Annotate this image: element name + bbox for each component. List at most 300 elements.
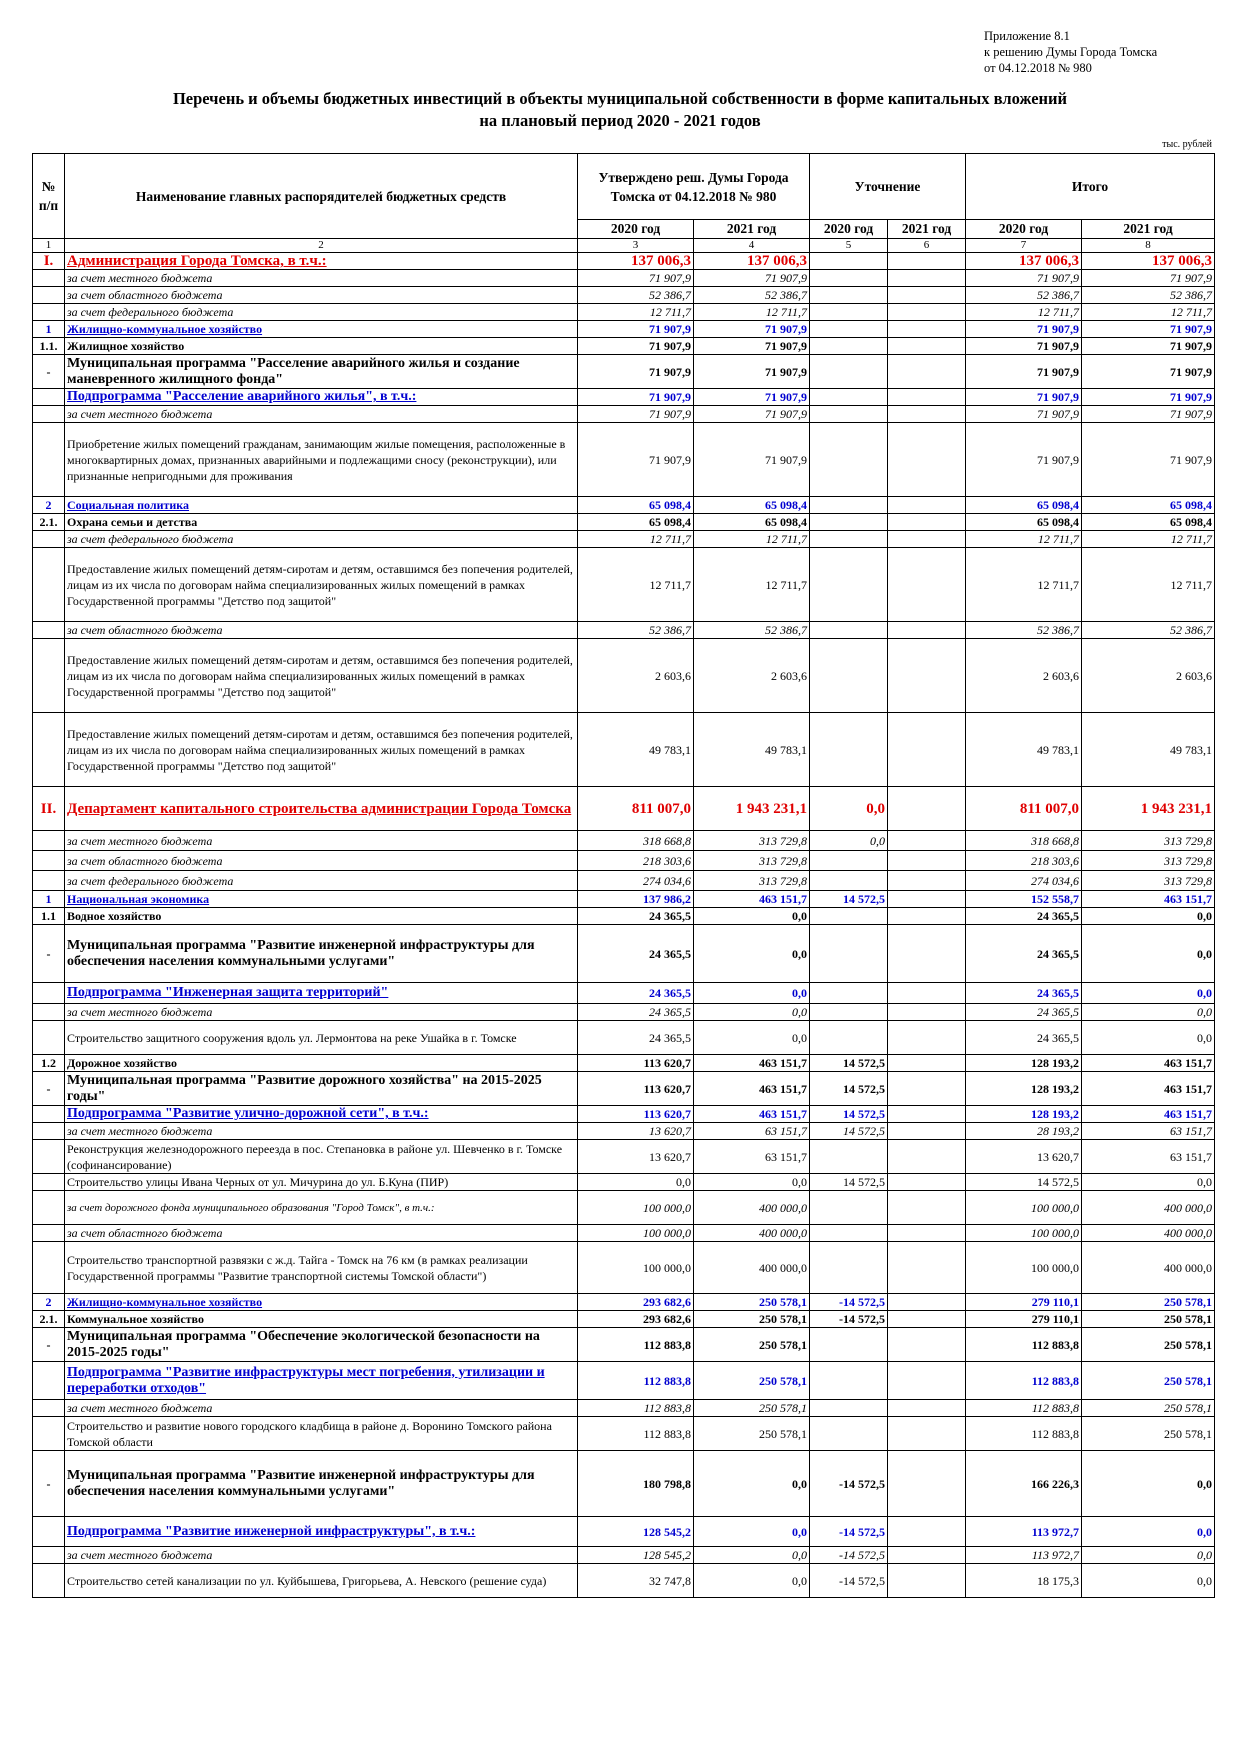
row-name-cell: Охрана семьи и детства bbox=[65, 514, 578, 531]
total-2021-cell: 400 000,0 bbox=[1082, 1242, 1215, 1294]
table-row bbox=[33, 1328, 1215, 1362]
total-2021-cell: 0,0 bbox=[1082, 908, 1215, 925]
total-2020-cell: 166 226,3 bbox=[966, 1451, 1082, 1517]
table-row bbox=[33, 287, 1215, 304]
row-number-cell bbox=[33, 1225, 65, 1242]
clarification-2021-cell bbox=[888, 891, 966, 908]
row-number-cell bbox=[33, 406, 65, 423]
total-2020-cell: 71 907,9 bbox=[966, 321, 1082, 338]
clarification-2020-cell bbox=[810, 1362, 888, 1400]
row-name-cell: Департамент капитального строительства администрации Города Томска bbox=[65, 787, 578, 831]
column-number: 7 bbox=[966, 239, 1082, 253]
header-year-2021-approved: 2021 год bbox=[694, 220, 810, 239]
clarification-2020-cell bbox=[810, 497, 888, 514]
approved-2021-cell: 463 151,7 bbox=[694, 1072, 810, 1106]
approved-2021-cell: 0,0 bbox=[694, 1021, 810, 1055]
approved-2020-cell: 100 000,0 bbox=[578, 1191, 694, 1225]
approved-2021-cell: 49 783,1 bbox=[694, 713, 810, 787]
row-number-cell: - bbox=[33, 1072, 65, 1106]
approved-2020-cell: 112 883,8 bbox=[578, 1328, 694, 1362]
total-2020-cell: 12 711,7 bbox=[966, 304, 1082, 321]
clarification-2021-cell bbox=[888, 1451, 966, 1517]
total-2020-cell: 318 668,8 bbox=[966, 831, 1082, 851]
clarification-2021-cell bbox=[888, 925, 966, 983]
clarification-2021-cell bbox=[888, 1106, 966, 1123]
clarification-2021-cell bbox=[888, 1417, 966, 1451]
total-2020-cell: 112 883,8 bbox=[966, 1362, 1082, 1400]
table-row bbox=[33, 983, 1215, 1004]
row-name-cell: Жилищно-коммунальное хозяйство bbox=[65, 321, 578, 338]
row-name-cell: за счет дорожного фонда муниципального образования "Город Томск", в т.ч.: bbox=[65, 1191, 578, 1225]
row-number-cell bbox=[33, 622, 65, 639]
clarification-2020-cell bbox=[810, 713, 888, 787]
approved-2021-cell: 71 907,9 bbox=[694, 423, 810, 497]
approved-2020-cell: 13 620,7 bbox=[578, 1123, 694, 1140]
approved-2021-cell: 65 098,4 bbox=[694, 514, 810, 531]
total-2020-cell: 71 907,9 bbox=[966, 423, 1082, 497]
clarification-2021-cell bbox=[888, 831, 966, 851]
table-row bbox=[33, 925, 1215, 983]
approved-2020-cell: 137 986,2 bbox=[578, 891, 694, 908]
row-number-cell: II. bbox=[33, 787, 65, 831]
total-2021-cell: 0,0 bbox=[1082, 1021, 1215, 1055]
row-number-cell bbox=[33, 389, 65, 406]
clarification-2020-cell bbox=[810, 983, 888, 1004]
column-number: 8 bbox=[1082, 239, 1215, 253]
clarification-2021-cell bbox=[888, 338, 966, 355]
row-number-cell bbox=[33, 287, 65, 304]
clarification-2020-cell bbox=[810, 389, 888, 406]
row-name-cell: за счет местного бюджета bbox=[65, 1123, 578, 1140]
approved-2021-cell: 52 386,7 bbox=[694, 287, 810, 304]
approved-2020-cell: 100 000,0 bbox=[578, 1225, 694, 1242]
table-row bbox=[33, 622, 1215, 639]
row-name-cell: за счет местного бюджета bbox=[65, 1400, 578, 1417]
row-name-cell: Предоставление жилых помещений детям-сиротам и детям, оставшимся без попечения родителей, лицам из их числа по договорам найма специализированных жилых помещений в рамках Государственной программы "Детство под защитой" bbox=[65, 548, 578, 622]
row-name-cell: Строительство сетей канализации по ул. Куйбышева, Григорьева, А. Невского (решение суда) bbox=[65, 1564, 578, 1598]
table-row bbox=[33, 1451, 1215, 1517]
approved-2021-cell: 0,0 bbox=[694, 1564, 810, 1598]
row-number-cell bbox=[33, 304, 65, 321]
clarification-2021-cell bbox=[888, 1547, 966, 1564]
row-number-cell bbox=[33, 983, 65, 1004]
clarification-2021-cell bbox=[888, 1242, 966, 1294]
clarification-2020-cell: 0,0 bbox=[810, 787, 888, 831]
clarification-2020-cell bbox=[810, 871, 888, 891]
total-2020-cell: 18 175,3 bbox=[966, 1564, 1082, 1598]
approved-2021-cell: 463 151,7 bbox=[694, 891, 810, 908]
appendix-line-2: к решению Думы Города Томска bbox=[984, 45, 1158, 59]
total-2021-cell: 313 729,8 bbox=[1082, 871, 1215, 891]
total-2021-cell: 49 783,1 bbox=[1082, 713, 1215, 787]
approved-2020-cell: 128 545,2 bbox=[578, 1547, 694, 1564]
clarification-2020-cell bbox=[810, 531, 888, 548]
clarification-2020-cell bbox=[810, 908, 888, 925]
row-number-cell bbox=[33, 1106, 65, 1123]
row-number-cell bbox=[33, 1417, 65, 1451]
row-number-cell bbox=[33, 1021, 65, 1055]
total-2021-cell: 52 386,7 bbox=[1082, 287, 1215, 304]
total-2021-cell: 65 098,4 bbox=[1082, 514, 1215, 531]
total-2021-cell: 250 578,1 bbox=[1082, 1294, 1215, 1311]
approved-2021-cell: 313 729,8 bbox=[694, 831, 810, 851]
table-row bbox=[33, 497, 1215, 514]
row-name-cell: Предоставление жилых помещений детям-сиротам и детям, оставшимся без попечения родителей, лицам из их числа по договорам найма специализированных жилых помещений в рамках Государственной программы "Детство под защитой" bbox=[65, 713, 578, 787]
clarification-2021-cell bbox=[888, 1311, 966, 1328]
approved-2020-cell: 71 907,9 bbox=[578, 355, 694, 389]
row-name-cell: Строительство защитного сооружения вдоль ул. Лермонтова на реке Ушайка в г. Томске bbox=[65, 1021, 578, 1055]
clarification-2020-cell bbox=[810, 514, 888, 531]
total-2021-cell: 12 711,7 bbox=[1082, 531, 1215, 548]
row-name-cell: за счет местного бюджета bbox=[65, 406, 578, 423]
row-number-cell: 2.1. bbox=[33, 1311, 65, 1328]
table-row bbox=[33, 1311, 1215, 1328]
approved-2021-cell: 250 578,1 bbox=[694, 1328, 810, 1362]
total-2021-cell: 63 151,7 bbox=[1082, 1140, 1215, 1174]
approved-2020-cell: 12 711,7 bbox=[578, 304, 694, 321]
table-row bbox=[33, 1242, 1215, 1294]
table-row bbox=[33, 1191, 1215, 1225]
approved-2021-cell: 0,0 bbox=[694, 1004, 810, 1021]
table-row bbox=[33, 1174, 1215, 1191]
clarification-2021-cell bbox=[888, 355, 966, 389]
clarification-2021-cell bbox=[888, 787, 966, 831]
row-name-cell: за счет федерального бюджета bbox=[65, 531, 578, 548]
total-2021-cell: 63 151,7 bbox=[1082, 1123, 1215, 1140]
header-year-2021-total: 2021 год bbox=[1082, 220, 1215, 239]
table-row bbox=[33, 355, 1215, 389]
clarification-2020-cell: 0,0 bbox=[810, 831, 888, 851]
header-clarification: Уточнение bbox=[810, 154, 966, 220]
clarification-2021-cell bbox=[888, 270, 966, 287]
total-2021-cell: 250 578,1 bbox=[1082, 1362, 1215, 1400]
total-2021-cell: 250 578,1 bbox=[1082, 1311, 1215, 1328]
approved-2021-cell: 52 386,7 bbox=[694, 622, 810, 639]
approved-2020-cell: 293 682,6 bbox=[578, 1311, 694, 1328]
approved-2020-cell: 24 365,5 bbox=[578, 1021, 694, 1055]
clarification-2021-cell bbox=[888, 1072, 966, 1106]
approved-2020-cell: 112 883,8 bbox=[578, 1417, 694, 1451]
approved-2020-cell: 100 000,0 bbox=[578, 1242, 694, 1294]
total-2020-cell: 112 883,8 bbox=[966, 1400, 1082, 1417]
approved-2020-cell: 218 303,6 bbox=[578, 851, 694, 871]
clarification-2021-cell bbox=[888, 389, 966, 406]
clarification-2021-cell bbox=[888, 639, 966, 713]
row-name-cell: Коммунальное хозяйство bbox=[65, 1311, 578, 1328]
approved-2021-cell: 12 711,7 bbox=[694, 531, 810, 548]
total-2021-cell: 0,0 bbox=[1082, 1517, 1215, 1547]
column-numbers-row bbox=[33, 239, 1215, 253]
total-2020-cell: 24 365,5 bbox=[966, 1004, 1082, 1021]
row-number-cell: 1.1 bbox=[33, 908, 65, 925]
approved-2021-cell: 0,0 bbox=[694, 925, 810, 983]
clarification-2020-cell: 14 572,5 bbox=[810, 1072, 888, 1106]
row-number-cell bbox=[33, 270, 65, 287]
clarification-2020-cell bbox=[810, 270, 888, 287]
row-number-cell: 1.1. bbox=[33, 338, 65, 355]
row-name-cell: Подпрограмма "Расселение аварийного жилья", в т.ч.: bbox=[65, 389, 578, 406]
total-2021-cell: 0,0 bbox=[1082, 925, 1215, 983]
clarification-2020-cell bbox=[810, 548, 888, 622]
total-2021-cell: 71 907,9 bbox=[1082, 406, 1215, 423]
clarification-2021-cell bbox=[888, 548, 966, 622]
total-2020-cell: 49 783,1 bbox=[966, 713, 1082, 787]
row-name-cell: за счет областного бюджета bbox=[65, 287, 578, 304]
approved-2021-cell: 250 578,1 bbox=[694, 1294, 810, 1311]
total-2021-cell: 71 907,9 bbox=[1082, 321, 1215, 338]
table-row bbox=[33, 548, 1215, 622]
table-row bbox=[33, 1055, 1215, 1072]
row-name-cell: Предоставление жилых помещений детям-сиротам и детям, оставшимся без попечения родителей, лицам из их числа по договорам найма специализированных жилых помещений в рамках Государственной программы "Детство под защитой" bbox=[65, 639, 578, 713]
total-2021-cell: 0,0 bbox=[1082, 983, 1215, 1004]
row-number-cell bbox=[33, 1123, 65, 1140]
row-number-cell: 2 bbox=[33, 497, 65, 514]
row-number-cell bbox=[33, 531, 65, 548]
approved-2020-cell: 71 907,9 bbox=[578, 338, 694, 355]
total-2020-cell: 52 386,7 bbox=[966, 287, 1082, 304]
total-2020-cell: 24 365,5 bbox=[966, 983, 1082, 1004]
row-name-cell: Приобретение жилых помещений гражданам, занимающим жилые помещения, расположенные в многоквартирных домах, признанных аварийными и подлежащими сносу (реконструкции), или признанные непригодными для проживания bbox=[65, 423, 578, 497]
table-row bbox=[33, 514, 1215, 531]
approved-2020-cell: 24 365,5 bbox=[578, 983, 694, 1004]
total-2021-cell: 463 151,7 bbox=[1082, 1055, 1215, 1072]
row-name-cell: Дорожное хозяйство bbox=[65, 1055, 578, 1072]
header-year-2020-approved: 2020 год bbox=[578, 220, 694, 239]
table-row bbox=[33, 1140, 1215, 1174]
approved-2020-cell: 71 907,9 bbox=[578, 270, 694, 287]
clarification-2020-cell bbox=[810, 338, 888, 355]
total-2021-cell: 0,0 bbox=[1082, 1564, 1215, 1598]
approved-2020-cell: 71 907,9 bbox=[578, 423, 694, 497]
row-number-cell: - bbox=[33, 925, 65, 983]
approved-2020-cell: 71 907,9 bbox=[578, 321, 694, 338]
clarification-2021-cell bbox=[888, 1362, 966, 1400]
total-2020-cell: 137 006,3 bbox=[966, 253, 1082, 270]
total-2021-cell: 0,0 bbox=[1082, 1547, 1215, 1564]
table-row bbox=[33, 270, 1215, 287]
clarification-2021-cell bbox=[888, 871, 966, 891]
row-number-cell bbox=[33, 1174, 65, 1191]
total-2021-cell: 250 578,1 bbox=[1082, 1328, 1215, 1362]
table-row bbox=[33, 253, 1215, 270]
table-row bbox=[33, 1106, 1215, 1123]
row-name-cell: Подпрограмма "Инженерная защита территорий" bbox=[65, 983, 578, 1004]
total-2020-cell: 12 711,7 bbox=[966, 531, 1082, 548]
table-row bbox=[33, 1517, 1215, 1547]
clarification-2020-cell bbox=[810, 406, 888, 423]
approved-2021-cell: 250 578,1 bbox=[694, 1400, 810, 1417]
clarification-2020-cell: 14 572,5 bbox=[810, 1106, 888, 1123]
total-2020-cell: 65 098,4 bbox=[966, 497, 1082, 514]
clarification-2021-cell bbox=[888, 713, 966, 787]
approved-2020-cell: 24 365,5 bbox=[578, 1004, 694, 1021]
clarification-2020-cell bbox=[810, 304, 888, 321]
total-2020-cell: 71 907,9 bbox=[966, 406, 1082, 423]
clarification-2021-cell bbox=[888, 406, 966, 423]
approved-2020-cell: 52 386,7 bbox=[578, 287, 694, 304]
total-2020-cell: 24 365,5 bbox=[966, 908, 1082, 925]
row-name-cell: за счет местного бюджета bbox=[65, 1547, 578, 1564]
column-number: 3 bbox=[578, 239, 694, 253]
clarification-2020-cell bbox=[810, 851, 888, 871]
total-2020-cell: 112 883,8 bbox=[966, 1328, 1082, 1362]
approved-2020-cell: 128 545,2 bbox=[578, 1517, 694, 1547]
units-label: тыс. рублей bbox=[1162, 139, 1212, 150]
approved-2021-cell: 250 578,1 bbox=[694, 1311, 810, 1328]
approved-2020-cell: 71 907,9 bbox=[578, 406, 694, 423]
table-row bbox=[33, 871, 1215, 891]
table-row bbox=[33, 787, 1215, 831]
clarification-2021-cell bbox=[888, 321, 966, 338]
approved-2020-cell: 113 620,7 bbox=[578, 1072, 694, 1106]
approved-2020-cell: 113 620,7 bbox=[578, 1106, 694, 1123]
table-row bbox=[33, 531, 1215, 548]
total-2021-cell: 12 711,7 bbox=[1082, 548, 1215, 622]
approved-2020-cell: 65 098,4 bbox=[578, 497, 694, 514]
clarification-2021-cell bbox=[888, 1174, 966, 1191]
row-number-cell bbox=[33, 851, 65, 871]
approved-2020-cell: 811 007,0 bbox=[578, 787, 694, 831]
clarification-2021-cell bbox=[888, 1294, 966, 1311]
header-num: № п/п bbox=[33, 154, 65, 239]
clarification-2020-cell: -14 572,5 bbox=[810, 1564, 888, 1598]
clarification-2020-cell bbox=[810, 423, 888, 497]
total-2020-cell: 24 365,5 bbox=[966, 1021, 1082, 1055]
row-name-cell: Жилищное хозяйство bbox=[65, 338, 578, 355]
clarification-2021-cell bbox=[888, 304, 966, 321]
clarification-2021-cell bbox=[888, 1564, 966, 1598]
row-name-cell: Муниципальная программа "Развитие инженерной инфраструктуры для обеспечения населения коммунальными услугами" bbox=[65, 925, 578, 983]
approved-2021-cell: 71 907,9 bbox=[694, 355, 810, 389]
total-2021-cell: 0,0 bbox=[1082, 1451, 1215, 1517]
total-2021-cell: 0,0 bbox=[1082, 1004, 1215, 1021]
clarification-2020-cell: -14 572,5 bbox=[810, 1547, 888, 1564]
row-number-cell: 2.1. bbox=[33, 514, 65, 531]
table-row bbox=[33, 1123, 1215, 1140]
row-name-cell: за счет федерального бюджета bbox=[65, 871, 578, 891]
header-total: Итого bbox=[966, 154, 1215, 220]
clarification-2020-cell: -14 572,5 bbox=[810, 1294, 888, 1311]
row-name-cell: Муниципальная программа "Обеспечение экологической безопасности на 2015-2025 годы" bbox=[65, 1328, 578, 1362]
total-2021-cell: 65 098,4 bbox=[1082, 497, 1215, 514]
clarification-2020-cell bbox=[810, 1242, 888, 1294]
header-approved: Утверждено реш. Думы Города Томска от 04.12.2018 № 980 bbox=[578, 154, 810, 220]
approved-2020-cell: 65 098,4 bbox=[578, 514, 694, 531]
table-row bbox=[33, 851, 1215, 871]
row-number-cell: - bbox=[33, 1451, 65, 1517]
clarification-2021-cell bbox=[888, 1400, 966, 1417]
row-name-cell: Подпрограмма "Развитие инженерной инфраструктуры", в т.ч.: bbox=[65, 1517, 578, 1547]
clarification-2021-cell bbox=[888, 1191, 966, 1225]
row-number-cell bbox=[33, 1004, 65, 1021]
row-name-cell: Строительство и развитие нового городского кладбища в районе д. Воронино Томского района Томской области bbox=[65, 1417, 578, 1451]
total-2020-cell: 65 098,4 bbox=[966, 514, 1082, 531]
approved-2020-cell: 318 668,8 bbox=[578, 831, 694, 851]
row-name-cell: Строительство транспортной развязки с ж.д. Тайга - Томск на 76 км (в рамках реализации Государственной программы "Развитие транспортной системы Томской области") bbox=[65, 1242, 578, 1294]
row-number-cell bbox=[33, 831, 65, 851]
clarification-2020-cell bbox=[810, 622, 888, 639]
approved-2020-cell: 12 711,7 bbox=[578, 531, 694, 548]
table-row bbox=[33, 321, 1215, 338]
table-row bbox=[33, 389, 1215, 406]
header-row-1 bbox=[33, 154, 1215, 220]
approved-2021-cell: 12 711,7 bbox=[694, 304, 810, 321]
approved-2021-cell: 400 000,0 bbox=[694, 1191, 810, 1225]
clarification-2021-cell bbox=[888, 983, 966, 1004]
approved-2020-cell: 112 883,8 bbox=[578, 1400, 694, 1417]
total-2021-cell: 400 000,0 bbox=[1082, 1191, 1215, 1225]
approved-2020-cell: 12 711,7 bbox=[578, 548, 694, 622]
clarification-2021-cell bbox=[888, 253, 966, 270]
total-2020-cell: 152 558,7 bbox=[966, 891, 1082, 908]
approved-2021-cell: 63 151,7 bbox=[694, 1123, 810, 1140]
approved-2020-cell: 32 747,8 bbox=[578, 1564, 694, 1598]
approved-2021-cell: 71 907,9 bbox=[694, 389, 810, 406]
total-2020-cell: 128 193,2 bbox=[966, 1055, 1082, 1072]
table-row bbox=[33, 1362, 1215, 1400]
clarification-2020-cell bbox=[810, 1191, 888, 1225]
total-2021-cell: 463 151,7 bbox=[1082, 891, 1215, 908]
approved-2021-cell: 400 000,0 bbox=[694, 1242, 810, 1294]
total-2020-cell: 128 193,2 bbox=[966, 1072, 1082, 1106]
total-2020-cell: 24 365,5 bbox=[966, 925, 1082, 983]
approved-2020-cell: 137 006,3 bbox=[578, 253, 694, 270]
row-name-cell: за счет областного бюджета bbox=[65, 851, 578, 871]
row-number-cell bbox=[33, 1400, 65, 1417]
table-row bbox=[33, 1021, 1215, 1055]
appendix-note bbox=[984, 28, 1157, 76]
clarification-2021-cell bbox=[888, 1140, 966, 1174]
row-name-cell: Социальная политика bbox=[65, 497, 578, 514]
total-2020-cell: 218 303,6 bbox=[966, 851, 1082, 871]
clarification-2021-cell bbox=[888, 622, 966, 639]
clarification-2020-cell bbox=[810, 1400, 888, 1417]
row-name-cell: за счет местного бюджета bbox=[65, 270, 578, 287]
clarification-2020-cell: -14 572,5 bbox=[810, 1311, 888, 1328]
clarification-2020-cell: -14 572,5 bbox=[810, 1451, 888, 1517]
table-row bbox=[33, 1225, 1215, 1242]
total-2021-cell: 463 151,7 bbox=[1082, 1106, 1215, 1123]
approved-2021-cell: 63 151,7 bbox=[694, 1140, 810, 1174]
clarification-2020-cell bbox=[810, 1140, 888, 1174]
table-row bbox=[33, 639, 1215, 713]
clarification-2020-cell bbox=[810, 321, 888, 338]
total-2020-cell: 71 907,9 bbox=[966, 270, 1082, 287]
header-name: Наименование главных распорядителей бюджетных средств bbox=[65, 154, 578, 239]
row-name-cell: Муниципальная программа "Развитие инженерной инфраструктуры для обеспечения населения коммунальными услугами" bbox=[65, 1451, 578, 1517]
clarification-2020-cell: -14 572,5 bbox=[810, 1517, 888, 1547]
column-number: 5 bbox=[810, 239, 888, 253]
table-row bbox=[33, 891, 1215, 908]
column-number: 4 bbox=[694, 239, 810, 253]
approved-2020-cell: 0,0 bbox=[578, 1174, 694, 1191]
approved-2021-cell: 0,0 bbox=[694, 1451, 810, 1517]
approved-2020-cell: 293 682,6 bbox=[578, 1294, 694, 1311]
column-number: 1 bbox=[33, 239, 65, 253]
total-2021-cell: 71 907,9 bbox=[1082, 355, 1215, 389]
row-number-cell bbox=[33, 1140, 65, 1174]
row-number-cell: - bbox=[33, 355, 65, 389]
row-number-cell bbox=[33, 1547, 65, 1564]
row-number-cell: I. bbox=[33, 253, 65, 270]
clarification-2021-cell bbox=[888, 1055, 966, 1072]
row-number-cell: - bbox=[33, 1328, 65, 1362]
row-name-cell: за счет местного бюджета bbox=[65, 831, 578, 851]
approved-2021-cell: 0,0 bbox=[694, 1174, 810, 1191]
clarification-2020-cell bbox=[810, 1021, 888, 1055]
total-2020-cell: 71 907,9 bbox=[966, 355, 1082, 389]
row-name-cell: Муниципальная программа "Расселение аварийного жилья и создание маневренного жилищного фонда" bbox=[65, 355, 578, 389]
